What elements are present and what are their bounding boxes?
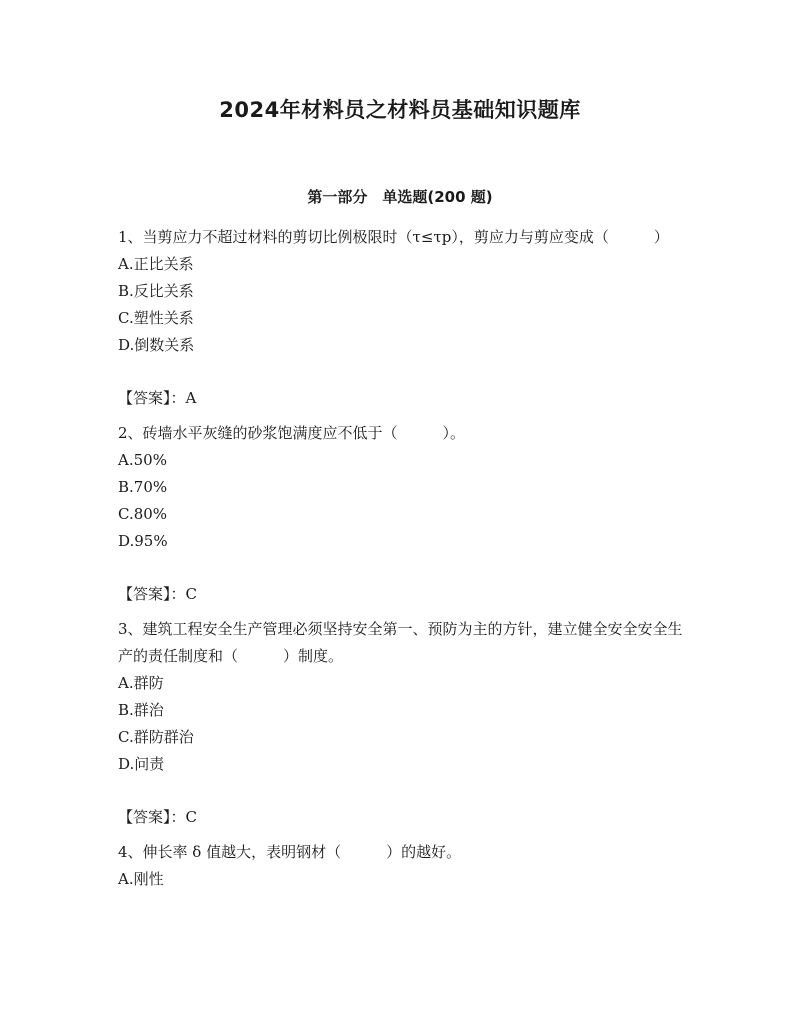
question-text: 2、砖墙水平灰缝的砂浆饱满度应不低于（ ）。 <box>118 424 466 442</box>
question-text: 1、当剪应力不超过材料的剪切比例极限时（τ≤τp），剪应力与剪应变成（ ） <box>118 228 669 246</box>
option-item: A.群防 <box>118 674 164 692</box>
answer-label: 【答案】： <box>118 389 186 407</box>
question-item <box>118 839 688 893</box>
section-title: 第一部分 单选题(200 题) <box>307 188 493 206</box>
option-list <box>118 447 688 555</box>
option-item: A.正比关系 <box>118 255 194 273</box>
option-item: A.刚性 <box>118 870 164 888</box>
question-list <box>118 224 688 893</box>
document-title: 2024年材料员之材料员基础知识题库 <box>219 98 581 122</box>
question-text: 4、伸长率 δ 值越大，表明钢材（ ）的越好。 <box>118 843 462 861</box>
option-item: C.群防群治 <box>118 728 194 746</box>
answer-value: A <box>185 389 197 407</box>
option-item: B.群治 <box>118 701 164 719</box>
option-item: D.倒数关系 <box>118 336 195 354</box>
answer-label: 【答案】： <box>118 585 186 603</box>
question-item <box>118 224 688 412</box>
option-list <box>118 251 688 359</box>
answer-value: C <box>185 585 197 603</box>
option-item: C.塑性关系 <box>118 309 194 327</box>
answer-line <box>118 804 688 831</box>
option-list <box>118 866 688 893</box>
option-item: C.80% <box>118 505 168 523</box>
option-item: A.50% <box>118 451 167 469</box>
option-item: B.反比关系 <box>118 282 194 300</box>
option-item: B.70% <box>118 478 168 496</box>
option-item: D.问责 <box>118 755 165 773</box>
option-list <box>118 670 688 778</box>
question-text: 3、建筑工程安全生产管理必须坚持安全第一、预防为主的方针，建立健全安全安全生产的责任制度和（ ）制度。 <box>118 620 683 665</box>
question-item <box>118 420 688 608</box>
answer-line <box>118 385 688 412</box>
option-item: D.95% <box>118 532 168 550</box>
answer-label: 【答案】： <box>118 808 186 826</box>
answer-value: C <box>185 808 197 826</box>
question-item <box>118 616 688 831</box>
answer-line <box>118 581 688 608</box>
